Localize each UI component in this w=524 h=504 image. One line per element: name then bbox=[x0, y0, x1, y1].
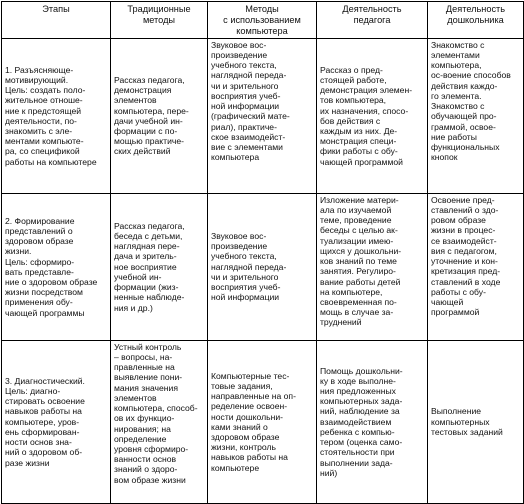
stage-cell: 3. Диагностический. Цель: диагно- стировать освоение навыков работы на компьютере, уров- ень сформирован- ности основ зна- ний о здоровом об- разе жизни bbox=[2, 340, 111, 503]
stage-cell: 1. Разъясняюще- мотивирующий. Цель: создать поло- жительное отноше- ние к предстоящей деятельности, по- знакомить с эле- ментами компьюте- ра, со спецификой работы на компьютере bbox=[2, 38, 111, 193]
computer-methods-cell: Звуковое вос- произведение учебного текста, наглядной переда- чи и зрительного восприятия учеб- ной информации bbox=[208, 193, 317, 340]
traditional-methods-cell: Рассказ педагога, беседа с детьми, наглядная пере- дача и зритель- ное восприятие учебной ин- формации (жиз- ненные наблюде- ния и др.) bbox=[111, 193, 208, 340]
teacher-activity-cell: Помощь дошкольни- ку в ходе выполне- ния предложенных компьютерных зада- ний, наблюдение за взаимодействием ребенка с компью- тером (оценка само- стоятельности при выполнении зада- ний) bbox=[317, 340, 428, 503]
methods-table bbox=[1, 1, 524, 504]
traditional-methods-cell: Рассказ педагога, демонстрация элементов компьютера, пере- дачи учебной ин- формации с по- мощью практиче- ских действий bbox=[111, 38, 208, 193]
header-traditional-methods: Традиционные методы bbox=[111, 2, 208, 39]
table-row bbox=[2, 340, 524, 503]
header-computer-methods: Методы с использованием компьютера bbox=[208, 2, 317, 39]
computer-methods-cell: Звуковое вос- произведение учебного текста, наглядной переда- чи и зрительного восприятия учеб- ной информации (графический мате- риал), практиче- ское взаимодейст- вие с элементами компьютера bbox=[208, 38, 317, 193]
teacher-activity-cell: Изложение матери- ала по изучаемой теме, проведение беседы с целью ак- туализации имею- щихся у дошкольни- ков знаний по теме занятия. Регулиро- вание работы детей на компьютере, своевременная по- мощь в случае за- труднений bbox=[317, 193, 428, 340]
teacher-activity-cell: Рассказ о пред- стоящей работе, демонстрация элемен- тов компьютера, их назначения, спосо- бов действия с каждым из них. Де- монстрация специ- фики работы с обу- чающей программой bbox=[317, 38, 428, 193]
computer-methods-cell: Компьютерные тес- товые задания, направленные на оп- ределение освоен- ности дошкольни- ками знаний о здоровом образе жизни, контроль навыков работы на компьютере bbox=[208, 340, 317, 503]
child-activity-cell: Знакомство с элементами компьютера, ос-воение способов действия каждо- го элемента. Знакомство с обучающей про- граммой, освое- ние работы функциональных кнопок bbox=[428, 38, 524, 193]
table-row bbox=[2, 38, 524, 193]
table-header-row bbox=[2, 2, 524, 39]
child-activity-cell: Выполнение компьютерных тестовых заданий bbox=[428, 340, 524, 503]
table-row bbox=[2, 193, 524, 340]
traditional-methods-cell: Устный контроль – вопросы, на- правленные на выявление пони- мания значения элементов компьютера, способ- ов их функцио- нирования; на определение уровня сформиро- ванности основ знаний о здоро- вом образе жизни bbox=[111, 340, 208, 503]
header-stages: Этапы bbox=[2, 2, 111, 39]
stage-cell: 2. Формирование представлений о здоровом образе жизни. Цель: сформиро- вать представле- ние о здоровом образе жизни посредством применения обу- чающей программы bbox=[2, 193, 111, 340]
header-child-activity: Деятельность дошкольника bbox=[428, 2, 524, 39]
header-teacher-activity: Деятельность педагога bbox=[317, 2, 428, 39]
child-activity-cell: Освоение пред- ставлений о здо- ровом образе жизни в процес- се взаимодейст- вия с педагогом, уточнение и кон- кретизация пред- ставлений в ходе работы с обу- чающей программой bbox=[428, 193, 524, 340]
